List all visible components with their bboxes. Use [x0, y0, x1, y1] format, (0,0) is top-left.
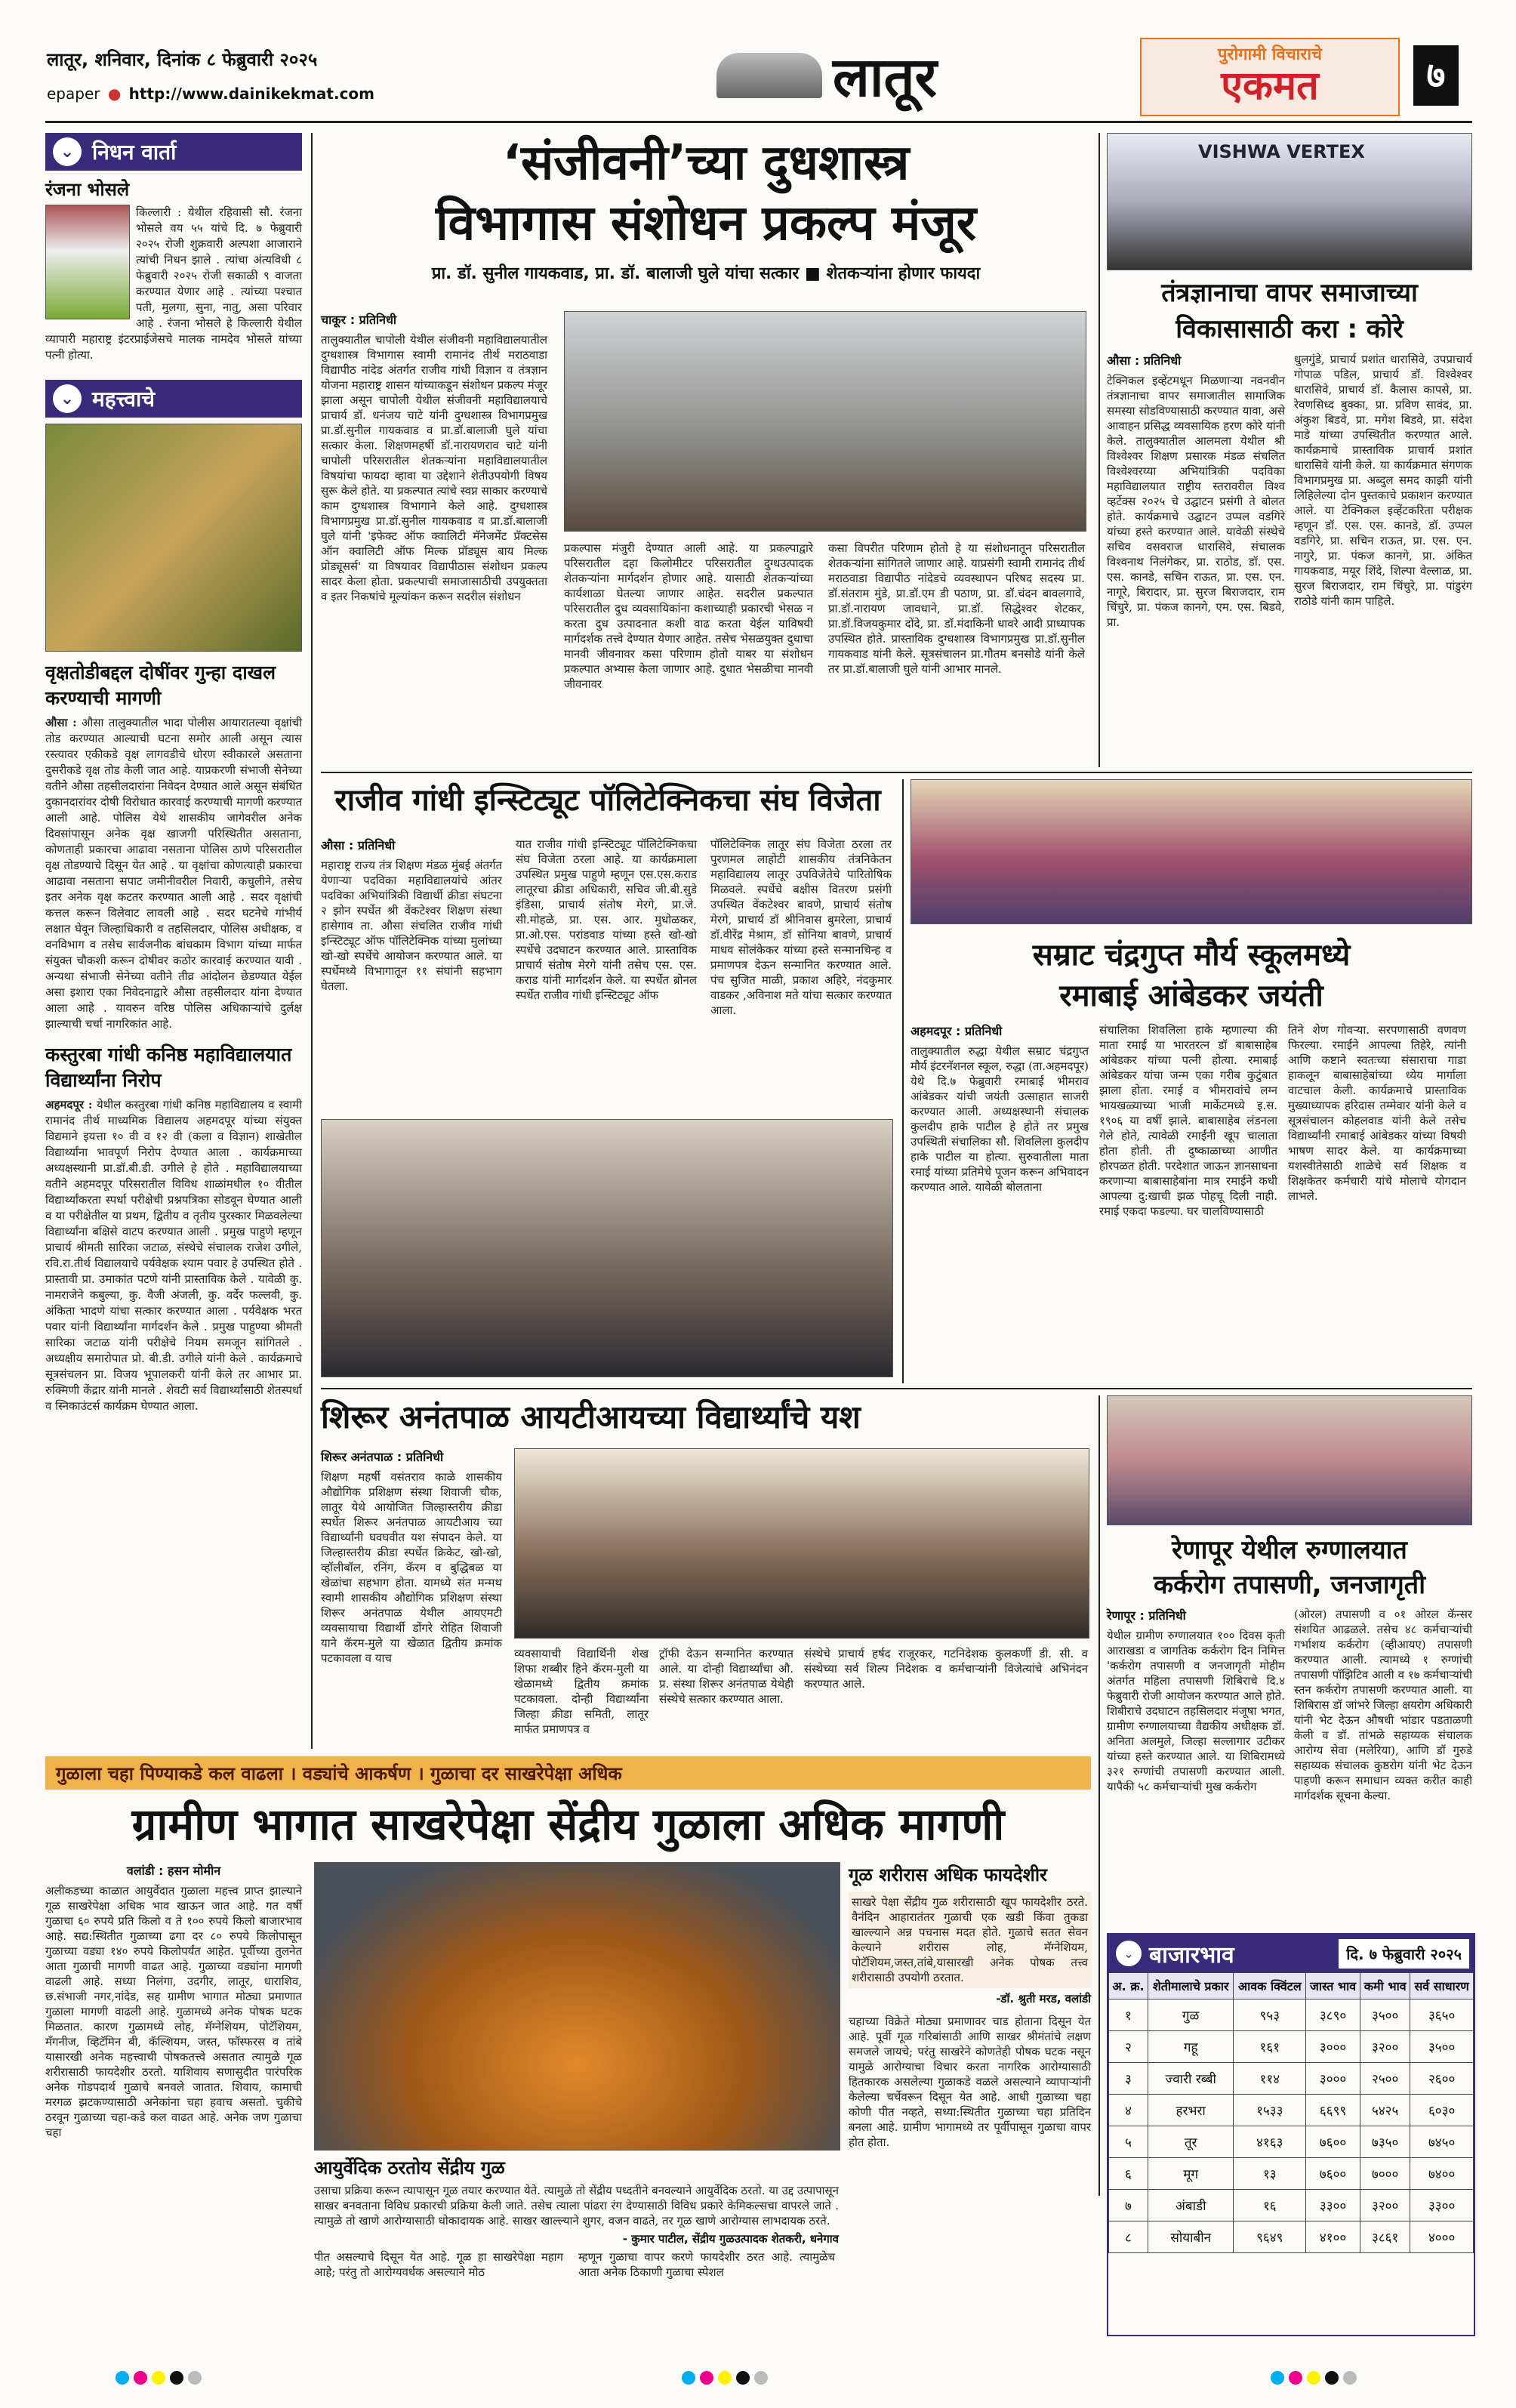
market-cell: ६६९९: [1306, 2095, 1360, 2126]
market-cell: ७६००: [1306, 2158, 1360, 2190]
market-cell: ३३००: [1410, 2190, 1474, 2221]
registration-marks: [0, 2371, 1516, 2394]
epaper-line: [47, 85, 374, 103]
market-cell: ६०३०: [1410, 2095, 1474, 2126]
market-cell: १५३३: [1234, 2095, 1306, 2126]
brand-box: [1140, 38, 1400, 116]
market-cell: २: [1109, 2031, 1148, 2063]
market-cell: अंबाडी: [1148, 2190, 1234, 2221]
market-box: [1107, 1933, 1475, 2336]
market-row: [1109, 2158, 1474, 2190]
market-cell: ७४००: [1410, 2158, 1474, 2190]
story2-title: कस्तुरबा गांधी कनिष्ठ महाविद्यालयात विद्यार्थ्यांना निरोप: [45, 1044, 292, 1091]
obituary-name: रंजना भोसले: [45, 179, 130, 200]
left-column: [45, 133, 302, 1749]
masthead: [0, 0, 1516, 128]
rajiv-col1: औसा : प्रतिनिधी महाराष्ट्र राज्य तंत्र शिक्षण मंडळ मुंबई अंतर्गत येणाऱ्या पदविका महाविद्यालयांचे आंतर पदविका अभियांत्रिकी विद्यार्थी क्रीडा संघटना २ झोन स्पर्धेत श्री वेंकटेश्वर शिक्षण संस्था हासेगाव ता. औसा संचलित राजीव गांधी इन्स्टिट्यूट ऑफ पॉलिटेक्निक यांच्या मुलांच्या खो-खो स्पर्धेचे आयोजन करण्यात आले. या स्पर्धेमध्ये विभागातून ११ संघांनी सहभाग घेतला.: [321, 838, 502, 993]
shirur-col2: व्यवसायाची विद्यार्थिनी शेख शिफा शब्बीर हिने कॅरम-मुली या खेळामध्ये द्वितीय क्रमांक पटकावला. दोन्ही विद्यार्थ्यांना जिल्हा क्रीडा समिती, लातूर मार्फत प्रमाणपत्र व: [514, 1647, 649, 1736]
epaper-label: epaper: [47, 85, 100, 103]
market-cell: ३०००: [1306, 2063, 1360, 2095]
market-row: [1109, 2126, 1474, 2158]
section-banner: [664, 38, 989, 113]
samrat-photo: [911, 779, 1472, 924]
shirur-col4: संस्थेचे प्राचार्य हर्षद राजूरकर, गटनिदेशक कुलकर्णी डी. सी. व संस्थेच्या सर्व शिल्प निदेशक व कर्मचाऱ्यांनीे विजेत्यांचे अभिनंदन करण्यात आले.: [804, 1647, 1088, 1691]
market-cell: ४१६३: [1234, 2126, 1306, 2158]
jaggery-caption: आयुर्वेदिक ठरतोय सेंद्रीय गुळ उसाचा प्रक्रिया करून त्यापासून गूळ तयार करण्यात येते. त्यामुळे तो सेंद्रीय पध्दतीने बनवल्याने आयुर्वेदिक ठरतो. या उद्द उत्पापासून साखर बनवताना विविध प्रकारची प्रक्रिया केली जाते. तसेच त्याला पांढरा रंग देण्यासाठी विविध प्रकारे केमिकल्सचा वापरले जाते . त्यामुळे तो खाणे आरोग्यासाठी धोकादायक आहे. साखर खाल्ल्याने शुगर, वजन वाढते, तर गूळ खाणे आरोग्यास लाभदायक ठरते. - कुमार पाटील, सेंद्रीय गुळउत्पादक शेतकरी, धनेगाव पीत असल्याचे दिसून येत आहे. गूळ हा साखरेपेक्षा महाग आहे; परंतु तो आरोग्यवर्धक असल्याने मोठ म्हणून गुळाचा वापर करणे फायदेशीर ठरत आहे. त्यामुळेच आता अनेक ठिकाणी गुळाचा स्पेशल: [314, 2155, 839, 2280]
market-cell: ७४५०: [1410, 2126, 1474, 2158]
registration-dots-center: [679, 2371, 770, 2388]
samrat-story: [911, 779, 1472, 1383]
market-cell: ७३५०: [1360, 2126, 1410, 2158]
lead-title-line2: विभागास संशोधन प्रकल्प मंजूर: [436, 196, 976, 251]
lead-col2: प्रकल्पास मंजुरी देण्यात आली आहे. या प्रकल्पाद्वारे परिसरातील दहा किलोमीटर परिसरातील दुग्धउत्पादक शेतकऱ्यांना मार्गदर्शन होणार आहे. यासाठी शेतकऱ्यांच्या कार्यशाळा घेतल्या जाणार आहेत. सदरील प्रकल्पात परिसरातील दुध व्यवसायिकांना कशाच्याही प्रकारची भेसळ न करता दुध उत्पादनात कशी वाढ करता येईल याविषयी मार्गदर्शक तत्त्वे देण्यात येणार आहेत. तसेच भेसळयुक्त दुधाचा मानवी जीवनावर कसा परिणाम होतो याबर या संशोधन प्रकल्पात अभ्यास केला जाणार आहे. दुधात भेसळीचा मानवी जीवनावर: [564, 541, 813, 691]
market-cell: मूग: [1148, 2158, 1234, 2190]
market-cell: ७६००: [1306, 2126, 1360, 2158]
jaggery-photo: [314, 1862, 840, 2151]
registration-dots-left: [113, 2371, 204, 2388]
obituary-photo: [45, 205, 130, 319]
lead-subhead: प्रा. डॉ. सुनील गायकवाड, प्रा. डॉ. बालाजी घुले यांचा सत्कार ■ शेतकऱ्यांना होणार फायदा: [431, 264, 981, 283]
renapur-title-line2: कर्करोग तपासणी, जनजागृती: [1154, 1570, 1425, 1600]
market-cell: ३८९०: [1306, 1999, 1360, 2031]
lead-title-line1: ‘संजीवनी’च्या दुधशास्त्र: [502, 135, 910, 191]
obituary-heading: ⌄ निधन वार्ता: [45, 133, 302, 171]
market-row: [1109, 2190, 1474, 2221]
tech-columns: औसा : प्रतिनिधी टेक्निकल इव्हेंटमधून मिळणाऱ्या नवनवीन तंत्रज्ञानाचा वापर समाजातील सामाजिक समस्या सोडविण्यासाठी करण्यात यावा, असे आवाहन प्रसिद्ध व्यवसायिक हरण कोरे यांनी केले. तालुक्यातील आलमला येथील श्री विश्वेश्वर शिक्षण प्रसारक मंडळ संचलित विश्वेश्वरय्या अभियांत्रिकी पदविका महाविद्यालयात राष्ट्रीय स्तरावरील विश्व व्हर्टेक्स २०२५ चे उद्घाटन प्रसंगी ते बोलत होते. कार्यक्रमाचे उद्घाटन उप्पल वडगिरे यांच्या हस्ते करण्यात आले. यावेळी संस्थेचे सचिव वसवराज धारासिवे, संचालक विश्वनाथ निलंगेकर, प्रा. राठोड, डॉ. एस. एस. कानडे, सचिन राऊत, प्रा. एस. एन. नागूरे, बिरादार, प्रा. सुरज बिराजदार, राम चिंचुरे, प्रा. पंकज कानगे, एम. एस. बिडवे, प्रा. धुलगुंडे, प्राचार्य प्रशांत धारासिवे, उपप्राचार्य गोपाळ पडिल, प्राचार्य डॉ. विश्वेश्वर धारासिवे, प्राचार्य डॉ. कैलास कापसे, प्रा. रेवणसिध्द बुक्का, प्रा. प्रविण सावंद, प्रा. अंकुश बिडवे, प्रा. मगेश बिडवे, प्रा. संदेश माडे यांच्या उपस्थितीत करण्यात आले. कार्यक्रमाचे प्रास्ताविक प्राचार्य प्रशांत धारासिवे यांनी केले. या कार्यक्रमात संगणक विभागप्रमुख प्रा. अब्दुल समद काझी यांनी लिहिलेल्या दोन पुस्तकाचे प्रकाशन करण्यात आले. या टेक्निकल इव्हेंटकरिता परीक्षक म्हणून डॉ. एस. एस. कानडे, डॉ. उप्पल वडगिरे, प्रा. सचिन राऊत, प्रा. एस. एन. नागुरे, प्रा. पंकज कानगे, प्रा. अंकित गायकवाड, मयूर शिंदे, शिल्पा वेल्लाळ, प्रा. सुरज बिराजदार, राम चिंचुरे, प्रा. पांडुरंग राठोडे यांनी काम पाहिले.: [1107, 353, 1472, 629]
market-cell: ३२००: [1360, 2190, 1410, 2221]
samrat-byline: अहमदपूर : प्रतिनिधी: [911, 1024, 1003, 1038]
market-cell: ५: [1109, 2126, 1148, 2158]
site-link[interactable]: http://www.dainikekmat.com: [128, 85, 375, 103]
market-col-header: सर्व साधारण: [1410, 1973, 1474, 1999]
date-line: लातूर, शनिवार, दिनांक ८ फेब्रुवारी २०२५: [47, 49, 318, 70]
chevron-down-icon: ⌄: [1116, 1941, 1142, 1966]
market-row: [1109, 2031, 1474, 2063]
story2-text: अहमदपूर : येथील कस्तुरबा गांधी कनिष्ठ महाविद्यालय व स्वामी रामानंद तीर्थ माध्यमिक विद्यालय अहमदपूर यांच्या संयुक्त विद्यमाने इयत्ता १० वी व १२ वी (कला व विज्ञान) शाखेतील विद्यार्थ्यांना भावपूर्ण निरोप देण्यात आला . कार्यक्रमाच्या अध्यक्षस्थानी प्रा.डॉ.बी.डी. उगीले हे होते . महाविद्यालयाच्या वतीने अहमदपूर परिसरातील विविध शाळांमधील १० वीतील विद्यार्थ्यांकरता स्पर्धा परीक्षेची प्रश्नपत्रिका सोडवून घेण्यात आली व या परीक्षेतील या प्रथम, द्वितीय व तृतीय पुरस्कार मिळवलेल्या विद्यार्थ्यांना बक्षिसे वाटप करण्यात आली . प्रमुख पाहुणे म्हणून प्राचार्य श्रीमती सारिका जटाळ, संस्थेचे संचालक राजेश उगीले, रवि.रा.तीर्थ विद्यालयाचे पर्यवेक्षक श्याम पवार हे उपस्थित होते . प्रास्तावी प्रा. उमाकांत पटणे यांनी प्रास्ताविक केले . यावेळी कु. नामराजेने कबुल्या, कु. वैजी अंजली, कु. वर्देर फल्लवी, कु. अंकिता भादणे यांचा सत्कार करण्यात आला . पर्यवेक्षक भरत पवार यांनी विद्यार्थ्यांना मार्गदर्शन केले . प्रमुख पाहुण्या श्रीमती सारिका जटाळ यांनी परीक्षेचे नियम समजून सांगितले . अध्यक्षीय समारोपात प्रो. बी.डी. उगीले यांनी केले . कार्यक्रमाचे सूत्रसंचलन प्रा. विजय भूपालकरी यांनी केले तर आभार प्रा. रुक्मिणी केंद्रार यांनी मानले . शेवटी सर्व विद्यार्थ्यांसाठी शेतस्पर्धा व स्निकाउंटर्स कार्यक्रम घेण्यात आला.: [45, 1098, 303, 1413]
chevron-down-icon: ⌄: [53, 384, 82, 413]
market-col-header: जास्त भाव: [1306, 1973, 1360, 1999]
market-cell: ९६४९: [1234, 2221, 1306, 2253]
rajiv-byline: औसा : प्रतिनिधी: [321, 838, 396, 853]
rajiv-title: राजीव गांधी इन्स्टिट्यूट पॉलिटेक्निकचा संघ विजेता: [334, 783, 881, 818]
lead-byline: चाकूर : प्रतिनिधी: [321, 313, 397, 327]
shirur-col3: ट्रॉफी देऊन सन्मानित करण्यात आले. या दोन्ही विद्यार्थ्यांचा औ. प्र. संस्था शिरूर अनंतपाळ येथेही संस्थेचे सत्कार करण्यात आला.: [659, 1647, 793, 1706]
shirur-photo: [514, 1448, 1089, 1639]
jaggery-sidebar: गूळ शरीरास अधिक फायदेशीर साखरे पेक्षा सेंद्रीय गुळ शरीरासाठी खूप फायदेशीर ठरते. वैनंदिन आहारातंतर गुळाची एक खडी किंवा तुकडा खाल्ल्याने अन्न पचनास मदत होते. गुळाचे सतत सेवन केल्याने शरीरास लोह, मॅग्नेशियम, पोटॅशियम,जस्त,तांबे,यासारखी अनेक पोषक तत्त्व शरीरासाठी उपयोगी ठरतात. -डॉ. श्रुती मरड, वलांडी चहाच्या विक्रेते मोठ्या प्रमाणावर चाड होताना दिसून येत आहे. पूर्वी गूळ गरिबांसाठी आणि साखर श्रीमंतांचे लक्षण समजले जायचे; परंतु साखरेने कोणतेही पोषक घटक नसून यामुळे आरोग्याचा विचार करता नागरिक आरोग्यासाठी हितकारक असलेल्या गुळाकडे वळले असल्याने व्यापाऱ्यांनी केलेल्या चर्चेवरून दिसून येत आहे. आधी गुळाच्या चहा कोणी पीत नव्हते, सध्या:स्थितीत गुळाच्या चहा प्रतिदिन बनला आहे. ग्रामीण भागामध्ये तर पूर्वीपासून गुळाचा वापर होत होता.: [849, 1862, 1091, 2150]
lead-col1: चाकूर : प्रतिनिधी तालुक्यातील चापोली येथील संजीवनी महाविद्यालयातील दुग्धशास्त्र विभागास स्वामी रामानंद तीर्थ मराठवाडा विद्यापीठ नांदेड अंतर्गत राजीव गांधी विज्ञान व तंत्रज्ञान योजना महाराष्ट्र शासन यांच्याकडून संशोधन प्रकल्प मंजूर झाला असून चापोली येथील संजीवनी महाविद्यालयाचे प्राचार्य डॉ. धनंजय चाटे यांनी दुग्धशास्त्र विभागप्रमुख प्रा.डॉ.सुनील गायकवाड व प्रा.डॉ.बालाजी घुले यांचा सत्कार केला. शिक्षणमहर्षी डॉ.नारायणराव चाटे यांनी चापोली परिसरातील शेतकऱ्यांना महाविद्यालयातील विषयांचा फायदा व्हावा या उद्देशाने शेतीउपयोगी विषय सुरू केले होते. या प्रकल्पात त्यांचे स्वप्न साकार करण्याचे काम दुग्धशास्त्र विभागाने केले आहे. दुग्धशास्त्र विभागप्रमुख प्रा.डॉ.सुनील गायकवाड व प्रा.डॉ.बालाजी घुले यांनी 'इफेक्ट ऑफ क्वालिटी मॅनेजमेंट प्रॅक्टसेस ऑन क्वालिटी ऑफ मिल्क प्रॉड्यूस बाय मिल्क प्रोड्यूसर्स' या विषयावर विद्यापीठास संशोधन प्रकल्प सादर केला होता. प्रकल्पाची समाजासाठीची उपयुक्तता व इतर निकषांचे मूल्यांकन करून सदरील संशोधन: [321, 313, 547, 603]
market-cell: सोयाबीन: [1148, 2221, 1234, 2253]
lead-story: [321, 133, 1091, 767]
tech-byline: औसा : प्रतिनिधी: [1107, 353, 1182, 368]
rajiv-photo: [321, 1119, 893, 1377]
tech-story: [1107, 133, 1472, 767]
market-cell: १६: [1234, 2190, 1306, 2221]
market-cell: ७०००: [1360, 2158, 1410, 2190]
samrat-divider: [902, 779, 904, 1383]
tech-divider: [1098, 133, 1100, 767]
renapur-columns: रेणापूर : प्रतिनिधी येथील ग्रामीण रुग्णालयात १०० दिवस कृती आराखडा व जागतिक कर्करोग दिन निमित्त 'कर्करोग तपासणी व जनजागृती मोहीम अंतर्गत महिला तपासणी शिबिराचे दि.४ फेब्रुवारी रोजी आयोजन करण्यात आले होते. शिबीराचे उदघाटन तहसिलदार मंजूषा भगत, ग्रामीण रुग्णालयाच्या वैद्यकीय अधीक्षक डॉ. अनिता अलमुले, जिल्हा सल्लागार उटीकर यांच्या हस्ते करण्यात आले. या शिबिरामध्ये ३२१ रुग्णांची तपासणी करण्यात आली. यापैकी ५८ कर्मचाऱ्यांची मुख कर्करोग (ओरल) तपासणी व ०१ ओरल कॅन्सर संशयित आढळले. तसेच ४८ कर्मचाऱ्यांची गर्भाशय कर्करोग (व्हीआयए) तपासणी करण्यात आली. त्यामध्ये १ रुग्णांची तपासणी पॉझिटिव आली व १७ कर्मचाऱ्यांची स्तन कर्करोग तपासणी करण्यात आली. या शिबिरास डॉ जांभरे जिल्हा क्षयरोग अधिकारी यांनी भेट देऊन औषधी भांडार पडताळणी केली व डॉ. तांभळे सहाय्यक संचालक आरोग्य सेवा (मलेरिया), आणि डॉ गुरुडे सहाय्यक संचालक कुष्ठरोग यांनी भेट देऊन पाहणी करून समाधान व्यक्त करीत काही मार्गदर्शक सूचना केल्या.: [1107, 1608, 1472, 1802]
jaggery-title: ग्रामीण भागात साखरेपेक्षा सेंद्रीय गुळाला अधिक मागणी: [131, 1799, 1005, 1850]
shirur-byline: शिरूर अनंतपाळ : प्रतिनिधी: [321, 1450, 444, 1464]
market-cell: ३३००: [1306, 2190, 1360, 2221]
story1-title: वृक्षतोडीबद्दल दोषींवर गुन्हा दाखल करण्याची मागणी: [45, 661, 276, 709]
market-row: [1109, 2095, 1474, 2126]
market-cell: ६: [1109, 2158, 1148, 2190]
market-cell: ३२००: [1360, 2031, 1410, 2063]
row2-rule: [321, 1388, 1472, 1389]
market-cell: ९५३: [1234, 1999, 1306, 2031]
tech-banner-text: VISHWA VERTEX: [1198, 141, 1365, 162]
market-cell: १३: [1234, 2158, 1306, 2190]
lead-photo: [564, 311, 1086, 532]
market-cell: १: [1109, 1999, 1148, 2031]
shirur-col1: शिरूर अनंतपाळ : प्रतिनिधी शिक्षण महर्षी वसंतराव काळे शासकीय औद्योगिक प्रशिक्षण संस्था शिवाजी चौक, लातूर येथे आयोजित जिल्हास्तरीय क्रीडा स्पर्धेत शिरूर अनंतपाळ आयटीआय च्या विद्यार्थ्यांनी घवघवीत यश संपादन केले. या जिल्हास्तरीय क्रीडा स्पर्धेत क्रिकेट, खो-खो, व्हॉलीबॉल, रनिंग, कॅरम व बुद्धिबळ या खेळांचा सहभाग होता. यामध्ये संत मन्मथ स्वामी शासकीय औद्योगिक प्रशिक्षण संस्था शिरूर अनंतपाळ येथील आयएमटी व्यवसायाचा विद्यार्थी डोंगरे रोहित शिवाजी याने कॅरम-मुले या खेळात द्वितीय क्रमांक पटकावला व याच: [321, 1450, 502, 1665]
city-skyline-icon: [716, 53, 822, 98]
market-cell: २६००: [1410, 2063, 1474, 2095]
samrat-title-line2: रमाबाई आंबेडकर जयंती: [1059, 979, 1323, 1013]
tech-photo: [1107, 133, 1472, 270]
story1-place: औसा :: [45, 716, 77, 729]
market-cell: ३५००: [1410, 2031, 1474, 2063]
market-cell: ८: [1109, 2221, 1148, 2253]
market-cell: ३८६१: [1360, 2221, 1410, 2253]
market-row: [1109, 1999, 1474, 2031]
chevron-down-icon: ⌄: [53, 137, 82, 166]
page-number: ७: [1413, 45, 1459, 106]
jaggery-col1: वलांडी : हसन मोमीन अलीकडच्या काळात आयुर्वेदात गुळाला महत्त्व प्राप्त झाल्याने गूळ साखरेपेक्षा अधिक भाव खाऊन जात आहे. गत वर्षी गुळाचा ६० रुपये प्रति किलो व ते १०० रुपये किलो बाजारभाव आहे. सद्य:स्थितीत गुळाच्या ढगा दर ८० रुपये किलोपासून गुळाच्या वड्या १४० रुपये किलोपर्यंत आहेत. पूर्वीच्या तुलनेत आता गुळाची मागणी वाढत आहे. गुळाच्या वड्यांना मागणी वाढली आहे. सध्या निलंगा, उदगीर, लातूर, धाराशिव, छ.संभाजी नगर,नांदेड, सह ग्रामीण भागात मोठ्या प्रमाणात गुळाला मागणी वाढली आहे. गुळामध्ये अनेक पोषक घटक मिळतात. कारण गुळामध्ये लोह, मॅग्नेशियम, पोटॅशियम, मँगनीज, व्हिटॅमिन बी, कॅल्शियम, जस्त, फॉस्फरस व तांबे यासारखी अनेक महत्त्वाची पोषकतत्त्वे असतात त्यामुळे गूळ शरीरासाठी फायदेशीर ठरतो. याशिवाय सणासुदीत पारंपरिक अनेक गोडपदार्थ गुळाचे बनवले जातात. शिवाय, कामाची मरगळ झटकण्यासाठी अनेकांना चहा हवाच असतो. चुकीचे ठरवून गुळाच्या चहा-कडे कल वाढत आहे. अनेक जण गुळाचा चहा: [45, 1864, 302, 2139]
shirur-story: [321, 1395, 1091, 1750]
jaggery-bottom: पीत असल्याचे दिसून येत आहे. गूळ हा साखरेपेक्षा महाग आहे; परंतु तो आरोग्यवर्धक असल्याने मोठ म्हणून गुळाचा वापर करणे फायदेशीर ठरत आहे. त्यामुळेच आता अनेक ठिकाणी गुळाचा स्पेशल: [314, 2250, 835, 2279]
market-col-header: अ. क्र.: [1109, 1973, 1148, 1999]
story1-text: औसा : औसा तालुक्यातील भादा पोलीस आयारातल्या वृक्षांची तोड करण्यात आल्याची घटना समोर आली असून त्यास रस्त्यावर एकीकडे वृक्ष लागवडीचे धोरण स्वीकारले असताना दुसरीकडे वृक्ष तोड केली जात आहे. याप्रकरणी संभाजी सेनेच्या वतीने औसा तहसीलदारांना निवेदन देण्यात आले असून संबंधित दुकानदारांवर दोषी विरोधात कारवाई करण्याची मागणी करण्यात आली आहे. पोलिस येथे शासकीय जागेवरील अनेक दिवसांपासून अनेक वृक्ष खाजगी परिस्थितीत असताना, कोणताही प्रकारचा आढावा नसताना पोलिस ठाणे परिसरातील वृक्ष तोडण्याचे दिसून येत आहे . या वृक्षांचा कोणत्याही प्रकारचा आढावा नसताना सपाट जमीनीवरील निवारी, कचुलीने, तसेच इतर अनेक वृक्ष कटतर करण्यात आली आहे . सदर वृक्षांची कत्तल करून विलेवाट लावली आहे . सदर घटनेचे गांभीर्य लक्षात घेवून जिल्हाधिकारी व तहसिलदार, पोलिस अधीक्षक, व वनविभाग व तसेच सार्वजनीक बांधकाम विभाग यांच्या मार्फत संयुक्त चौकशी करून दोषीवर कठोर कारवाई करण्यात यावी . अन्यथा संभाजी सेनेच्या वतीने तीव्र आंदोलन छेडण्यात येईल असा इशारा एका निवेदनाद्वारे औसा तहसीलदार यांना देण्यात आला आहे . यावरुन वरिष्ठ पोलिस अधिकाऱ्यांचे दुर्लक्ष झाल्याची चर्चा नागरिकांत आहे.: [45, 716, 302, 1031]
jaggery-caption-title: आयुर्वेदिक ठरतोय सेंद्रीय गुळ: [314, 2157, 505, 2178]
market-cell: तूर: [1148, 2126, 1234, 2158]
market-cell: गुळ: [1148, 1999, 1234, 2031]
market-cell: २५००: [1360, 2063, 1410, 2095]
jaggery-kicker: गुळाला चहा पिण्याकडे कल वाढला । वड्यांचे आकर्षण । गुळाचा दर साखरेपेक्षा अधिक: [45, 1756, 1091, 1790]
renapur-divider: [1098, 1395, 1100, 2196]
market-col-header: शेतीमालाचे प्रकार: [1148, 1973, 1234, 1999]
market-cell: ३५००: [1360, 1999, 1410, 2031]
market-header: [1108, 1935, 1474, 1972]
brand-tagline: पुरोगामी विचाराचे: [1217, 45, 1323, 64]
globe-icon: ●: [107, 85, 122, 103]
tree-stump-photo: [45, 424, 302, 652]
masthead-rule: [45, 121, 1472, 123]
row1-rule: [321, 772, 1472, 773]
market-col-header: कमी भाव: [1360, 1973, 1410, 1999]
jaggery-sidebar-title: गूळ शरीरास अधिक फायदेशीर: [849, 1864, 1047, 1885]
renapur-title-line1: रेणापूर येथील रुग्णालयात: [1172, 1535, 1407, 1565]
samrat-columns: अहमदपूर : प्रतिनिधी तालुक्यातील रुद्धा येथील सम्राट चंद्रगुप्त मौर्य इंटरनॅशनल स्कूल, रुद्धा (ता.अहमदपूर) येथे दि.७ फेब्रुवारी रमाबाई भीमराव आंबेडकर यांची जयंती उत्साहात साजरी करण्यात आली. अध्यक्षस्थानी संचालक कुलदीप हाके पाटील हे होते तर प्रमुख उपस्थिती संचालिका सौ. शिवलिला कुलदीप हाके पाटील या होत्या. सुरुवातीला माता रमाई यांच्या प्रतिमेचे पूजन करून अभिवादन करण्यात आले. यावेळी बोलताना संचालिका शिवलिला हाके म्हणाल्या की माता रमाई या भारतरत्न डॉ बाबासाहेब आंबेडकर यांच्या पत्नी होत्या. रमाबाई आंबेडकर यांचा जन्म एका गरीब कुटुंबात झाला होता. रमाई व भीमरावांचे लग्न भायखळ्याच्या भाजी मार्केटमध्ये इ.स. १९०६ या वर्षी झाले. बाबासाहेब लंडनला गेले होते, त्यावेळी रमाईंनी खूप चालाता होता होती. ती दुष्काळाच्या आणीत होरपळत होती. परदेशात जाऊन ज्ञानसाधना करणाऱ्या बाबासाहेबांना मात्र रमाईने कधी आपल्या दु:खाची झळ पोहचू दिली नाही. रमाई एकदा फडल्या. घर चालविण्यासाठी तिने शेण गोवऱ्या. सरपणासाठी वणवण फिरल्या. रमाईने आपल्या तिहेरे, त्यांनी आणि कष्टाने स्वतःच्या संसाराचा गाडा हाकलून बाबासाहेबांच्या ध्येय मार्गाला वाटचाल केली. कार्यक्रमाचे प्रास्ताविक मुख्याध्यापक हरिदास तम्मेवार यांनी केले व सूत्रसंचालन कोहलवाड यांनी केले तसेच विद्यार्थ्यांनी रमाबाई आंबेडकर यांच्या विषयी भाषण सादर केले. या कार्यक्रमाच्या यशस्वीतेसाठी शाळेचे सर्व शिक्षक व शिक्षकेतर कर्मचारी यांचे मोलाचे योगदान लाभले.: [911, 1023, 1466, 1218]
market-cell: ४: [1109, 2095, 1148, 2126]
rajiv-col3: पॉलिटेक्निक लातूर संघ विजेता ठरला तर पुरणमल लाहोटी शासकीय तंत्रनिकेतन महाविद्यालय लातूर उपविजेतेचे पारितोषिक मिळवले. स्पर्धेचे बक्षीस वितरण प्रसंगी उपस्थित वेंकटेश्वर बावणे, प्राचार्य संतोष मेरगे, प्राचार्य डॉ श्रीनिवास बुमरेला, प्राचार्य डॉ.वीरेंद्र मेश्राम, डॉ सोनिया बावणे, प्राचार्य माधव सोलंकेकर यांच्या हस्ते सन्मानचिन्ह व प्रमाणपत्र देऊन सन्मानित करण्यात आले. पंच सुजित माळी, प्रकाश अहिरे, नंदकुमार वाडकर ,अविनाश मते यांचा सत्कार करण्यात आला.: [710, 837, 892, 1017]
jaggery-byline: वलांडी : हसन मोमीन: [126, 1864, 221, 1878]
market-cell: ५४२५: [1360, 2095, 1410, 2126]
market-cell: ७: [1109, 2190, 1148, 2221]
renapur-byline: रेणापूर : प्रतिनिधी: [1107, 1608, 1186, 1623]
brand-logo: एकमत: [1221, 63, 1319, 109]
jaggery-col2: चहाच्या विक्रेते मोठ्या प्रमाणावर चाड होताना दिसून येत आहे. पूर्वी गूळ गरिबांसाठी आणि साखर श्रीमंतांचे लक्षण समजले जायचे; परंतु साखरेने कोणतेही पोषक घटक नसून यामुळे आरोग्याचा विचार करता नागरिक आरोग्यासाठी हितकारक असलेल्या गुळाकडे वळले असल्याने व्यापाऱ्यांनी केलेल्या चर्चेवरून दिसून येत आहे. आधी गुळाच्या चहा कोणी पीत नव्हते, सध्या:स्थितीत गुळाच्या चहा प्रतिदिन बनला आहे. ग्रामीण भागामध्ये तर पूर्वीपासून गुळाचा वापर होत होता.: [849, 2015, 1091, 2149]
market-col-header: आवक क्विंटल: [1234, 1973, 1306, 1999]
market-cell: ज्वारी रब्बी: [1148, 2063, 1234, 2095]
market-date: दि. ७ फेब्रुवारी २०२५: [1339, 1939, 1469, 1969]
market-cell: गहू: [1148, 2031, 1234, 2063]
market-cell: हरभरा: [1148, 2095, 1234, 2126]
market-cell: ११४: [1234, 2063, 1306, 2095]
rajiv-col2: यात राजीव गांधी इन्स्टिट्यूट पॉलिटेक्निकचा संघ विजेता ठरला आहे. या कार्यक्रमाला उपस्थित प्रमुख पाहुणे म्हणून एस.एस.कराड लातूरचा क्रीडा अधिकारी, सचिव जी.बी.सुडे इंडिसा, प्राचार्य संतोष मेरगे, प्रा.जे. सी.मोहळे, प्रा. एस. आर. मुधोळकर, प्रा.ओ.एस. परांडवाड यांच्या हस्ते खो-खो स्पर्धेचे उदघाटन करण्यात आले. प्रास्ताविक प्राचार्य संतोष मेरगे यांनी तसेच एस. एस. कराड यांनी मार्गदर्शन केले. या स्पर्धेत ब्रोनल स्पर्धेत राजीव गांधी इन्स्टिट्यूट ऑफ: [516, 837, 697, 1002]
market-heading: बाजारभाव: [1149, 1941, 1234, 1969]
market-cell: ३: [1109, 2063, 1148, 2095]
section-title: लातूर: [833, 45, 937, 109]
market-cell: ४०००: [1410, 2221, 1474, 2253]
important-heading: ⌄ महत्त्वाचे: [45, 380, 302, 418]
market-cell: ३६५०: [1410, 1999, 1474, 2031]
market-cell: ४१००: [1306, 2221, 1360, 2253]
market-cell: ३०००: [1306, 2031, 1360, 2063]
renapur-photo: [1107, 1395, 1472, 1525]
market-cell: १६१: [1234, 2031, 1306, 2063]
obituary-text: किल्लारी : येथील रहिवासी सौ. रंजना भोसले वय ५५ यांचे दि. ७ फेब्रुवारी २०२५ रोजी शुक्रवारी अल्पशा आजाराने त्यांची निधन झाले . त्यांचा अंत्यविधी ८ फेब्रुवारी २०२५ रोजी सकाळी ९ वाजता करण्यात येणार आहे . त्यांच्या पश्चात पती, मुलगा, सुना, नातु, असा परिवार आहे . रंजना भोसले हे किल्लारी येथील व्यापारी महाराष्ट्र इंटरप्राईजेसचे मालक नामदेव भोसले यांच्या पत्नी होत्या.: [45, 205, 302, 362]
market-table: [1108, 1972, 1474, 2253]
shirur-title: शिरूर अनंतपाळ आयटीआयच्या विद्यार्थ्यांचे यश: [321, 1398, 861, 1435]
market-row: [1109, 2063, 1474, 2095]
jaggery-caption-sign: - कुमार पाटील, सेंद्रीय गुळउत्पादक शेतकरी, धनेगाव: [622, 2232, 839, 2246]
tech-title: तंत्रज्ञानाचा वापर समाजाच्या विकासासाठी करा : कोरे: [1161, 278, 1418, 344]
rajiv-story: [321, 779, 895, 1383]
story2-place: अहमदपूर :: [45, 1098, 93, 1112]
registration-dots-right: [1268, 2371, 1359, 2388]
market-row: [1109, 2221, 1474, 2253]
left-column-divider: [311, 133, 313, 1749]
renapur-story: [1107, 1395, 1472, 1924]
lead-col3: कसा विपरीत परिणाम होतो हे या संशोधनातून परिसरातील शेतकऱ्यांना सांगितले जाणार आहे. याप्रसंगी स्वामी रामानंद तीर्थ मराठवाडा विद्यापीठ नांदेडचे व्यवस्थापन परिषद सदस्य प्रा. डॉ.संतराम मुंडे, प्रा.डॉ.एम डी पठाण, प्रा. डॉ.चंदन बावलगावे, प्रा.डॉ.नारायण जावधाने, प्रा.डॉ. सिद्धेश्वर शेटकर, प्रा.डॉ.विजयकुमार दोंदे, प्रा. डॉ.मंदाकिनी धावरे आदी प्राध्यापक उपस्थित होते. प्रास्ताविक दुग्धशास्त्र विभागप्रमुख प्रा.डॉ.सुनील गायकवाड यांनी केले. सूत्रसंचालन प्रा.गौतम बनसोडे यांनी केले तर प्रा.डॉ.बालाजी घुले यांनी आभार मानले.: [828, 541, 1085, 676]
samrat-title-line1: सम्राट चंद्रगुप्त मौर्य स्कूलमध्ये: [1032, 938, 1351, 973]
jaggery-sidebar-sign: -डॉ. श्रुती मरड, वलांडी: [996, 1992, 1091, 2006]
